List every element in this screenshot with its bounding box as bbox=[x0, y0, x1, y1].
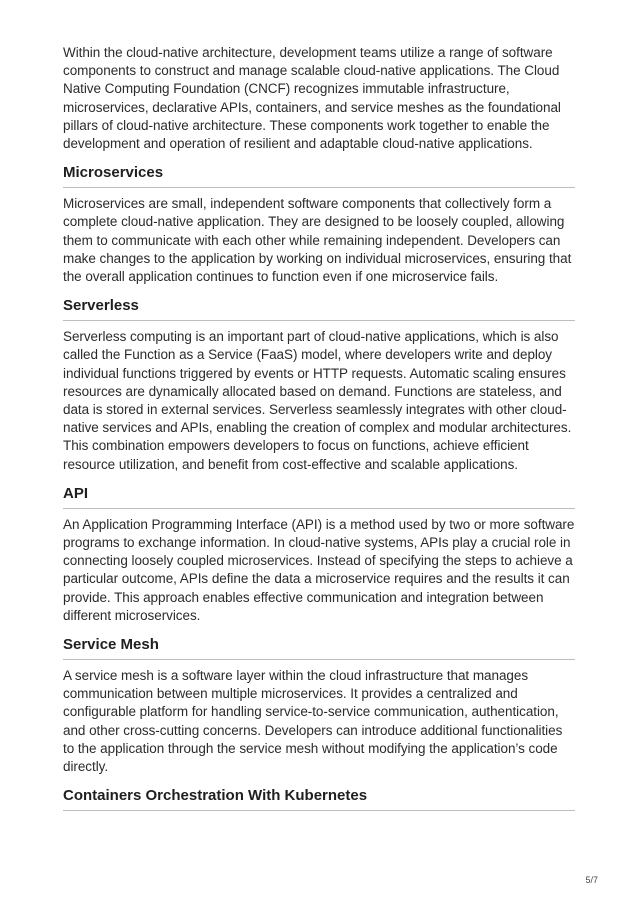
paragraph-api: An Application Programming Interface (API) is a method used by two or more software programs to exchange information. In cloud-native systems, APIs play a crucial role in connecting loosely coupled microservices. Instead of specifying the steps to achieve a particular outcome, APIs define the data a microservice requires and the results it can provide. This approach enables effective communication and integration between different microservices. bbox=[63, 516, 575, 623]
heading-service-mesh: Service Mesh bbox=[63, 636, 575, 660]
heading-serverless: Serverless bbox=[63, 297, 575, 321]
paragraph-service-mesh: A service mesh is a software layer within the cloud infrastructure that manages communication between multiple microservices. It provides a centralized and configurable platform for handling service-to-service communication, authentication, and other cross-cutting concerns. Developers can introduce additional functionalities to the application through the service mesh without modifying the application’s code directly. bbox=[63, 668, 563, 775]
paragraph-serverless: Serverless computing is an important part of cloud-native applications, which is also called the Function as a Service (FaaS) model, where developers write and deploy individual functions triggered by events or HTTP requests. Automatic scaling ensures resources are dynamically allocated based on demand. Functions are stateless, and data is stored in external services. Serverless seamlessly integrates with other cloud-native services and APIs, enabling the creation of complex and modular architectures. This combination empowers developers to focus on functions, achieve efficient resource utilization, and benefit from cost-effective and scalable applications. bbox=[63, 329, 572, 472]
document-page bbox=[63, 44, 575, 811]
intro-paragraph: Within the cloud-native architecture, development teams utilize a range of software components to construct and manage scalable cloud-native applications. The Cloud Native Computing Foundation (CNCF) recognizes immutable infrastructure, microservices, declarative APIs, containers, and service meshes as the foundational pillars of cloud-native architecture. These components work together to enable the development and operation of resilient and adaptable cloud-native applications. bbox=[63, 45, 561, 152]
paragraph-microservices: Microservices are small, independent software components that collectively form a complete cloud-native application. They are designed to be loosely coupled, allowing them to communicate with each other while remaining independent. Developers can make changes to the application by working on individual microservices, ensuring that the overall application continues to function even if one microservice fails. bbox=[63, 196, 572, 285]
heading-microservices: Microservices bbox=[63, 164, 575, 188]
heading-containers-orchestration: Containers Orchestration With Kubernetes bbox=[63, 787, 575, 811]
page-number: 5/7 bbox=[585, 875, 598, 885]
heading-api: API bbox=[63, 485, 575, 509]
